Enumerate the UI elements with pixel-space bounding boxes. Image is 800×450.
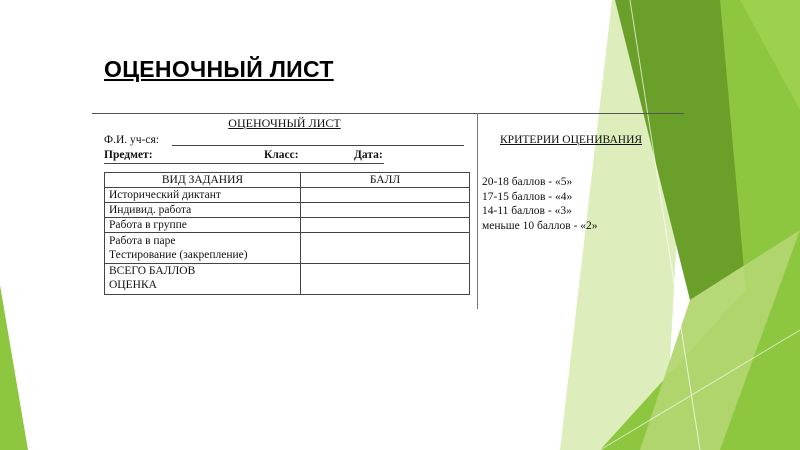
slide-title: ОЦЕНОЧНЫЙ ЛИСТ (104, 56, 334, 82)
form-column-divider (477, 113, 478, 309)
table-row (105, 188, 470, 203)
row-label: Тестирование (закрепление) (109, 249, 248, 261)
row-label: ОЦЕНКА (109, 279, 157, 291)
score-cell[interactable] (301, 188, 470, 203)
table-row (105, 233, 470, 264)
criteria-item: меньше 10 баллов - «2» (482, 219, 598, 232)
table-row (105, 203, 470, 218)
criteria-item: 14-11 баллов - «3» (482, 205, 572, 217)
form-top-rule (92, 113, 684, 114)
table-row (105, 264, 470, 295)
class-label: Класс: (264, 149, 299, 161)
tasks-table (104, 172, 470, 295)
form-title: ОЦЕНОЧНЫЙ ЛИСТ (228, 116, 341, 130)
evaluation-form (92, 113, 684, 309)
criteria-item: 20-18 баллов - «5» (482, 176, 573, 188)
row-label-pair (105, 233, 301, 264)
subject-label: Предмет: (104, 149, 153, 161)
row-label: Работа в паре (109, 235, 176, 247)
date-label: Дата: (354, 149, 383, 161)
subject-line (104, 163, 384, 164)
header-score: БАЛЛ (301, 173, 470, 188)
row-label: Исторический диктант (105, 188, 301, 203)
student-label: Ф.И. уч-ся: (104, 134, 159, 146)
row-label: ВСЕГО БАЛЛОВ (109, 265, 196, 277)
header-task-type: ВИД ЗАДАНИЯ (105, 173, 301, 188)
student-name-line (172, 145, 464, 146)
table-row (105, 218, 470, 233)
score-cell[interactable] (301, 203, 470, 218)
row-label: Индивид. работа (105, 203, 301, 218)
row-label: Работа в группе (105, 218, 301, 233)
table-header-row (105, 173, 470, 188)
score-cell[interactable] (301, 264, 470, 295)
score-cell[interactable] (301, 233, 470, 264)
criteria-item: 17-15 баллов - «4» (482, 190, 573, 203)
criteria-list (482, 175, 598, 233)
criteria-title: КРИТЕРИИ ОЦЕНИВАНИЯ (500, 134, 643, 146)
score-cell[interactable] (301, 218, 470, 233)
row-label-total (105, 264, 301, 295)
